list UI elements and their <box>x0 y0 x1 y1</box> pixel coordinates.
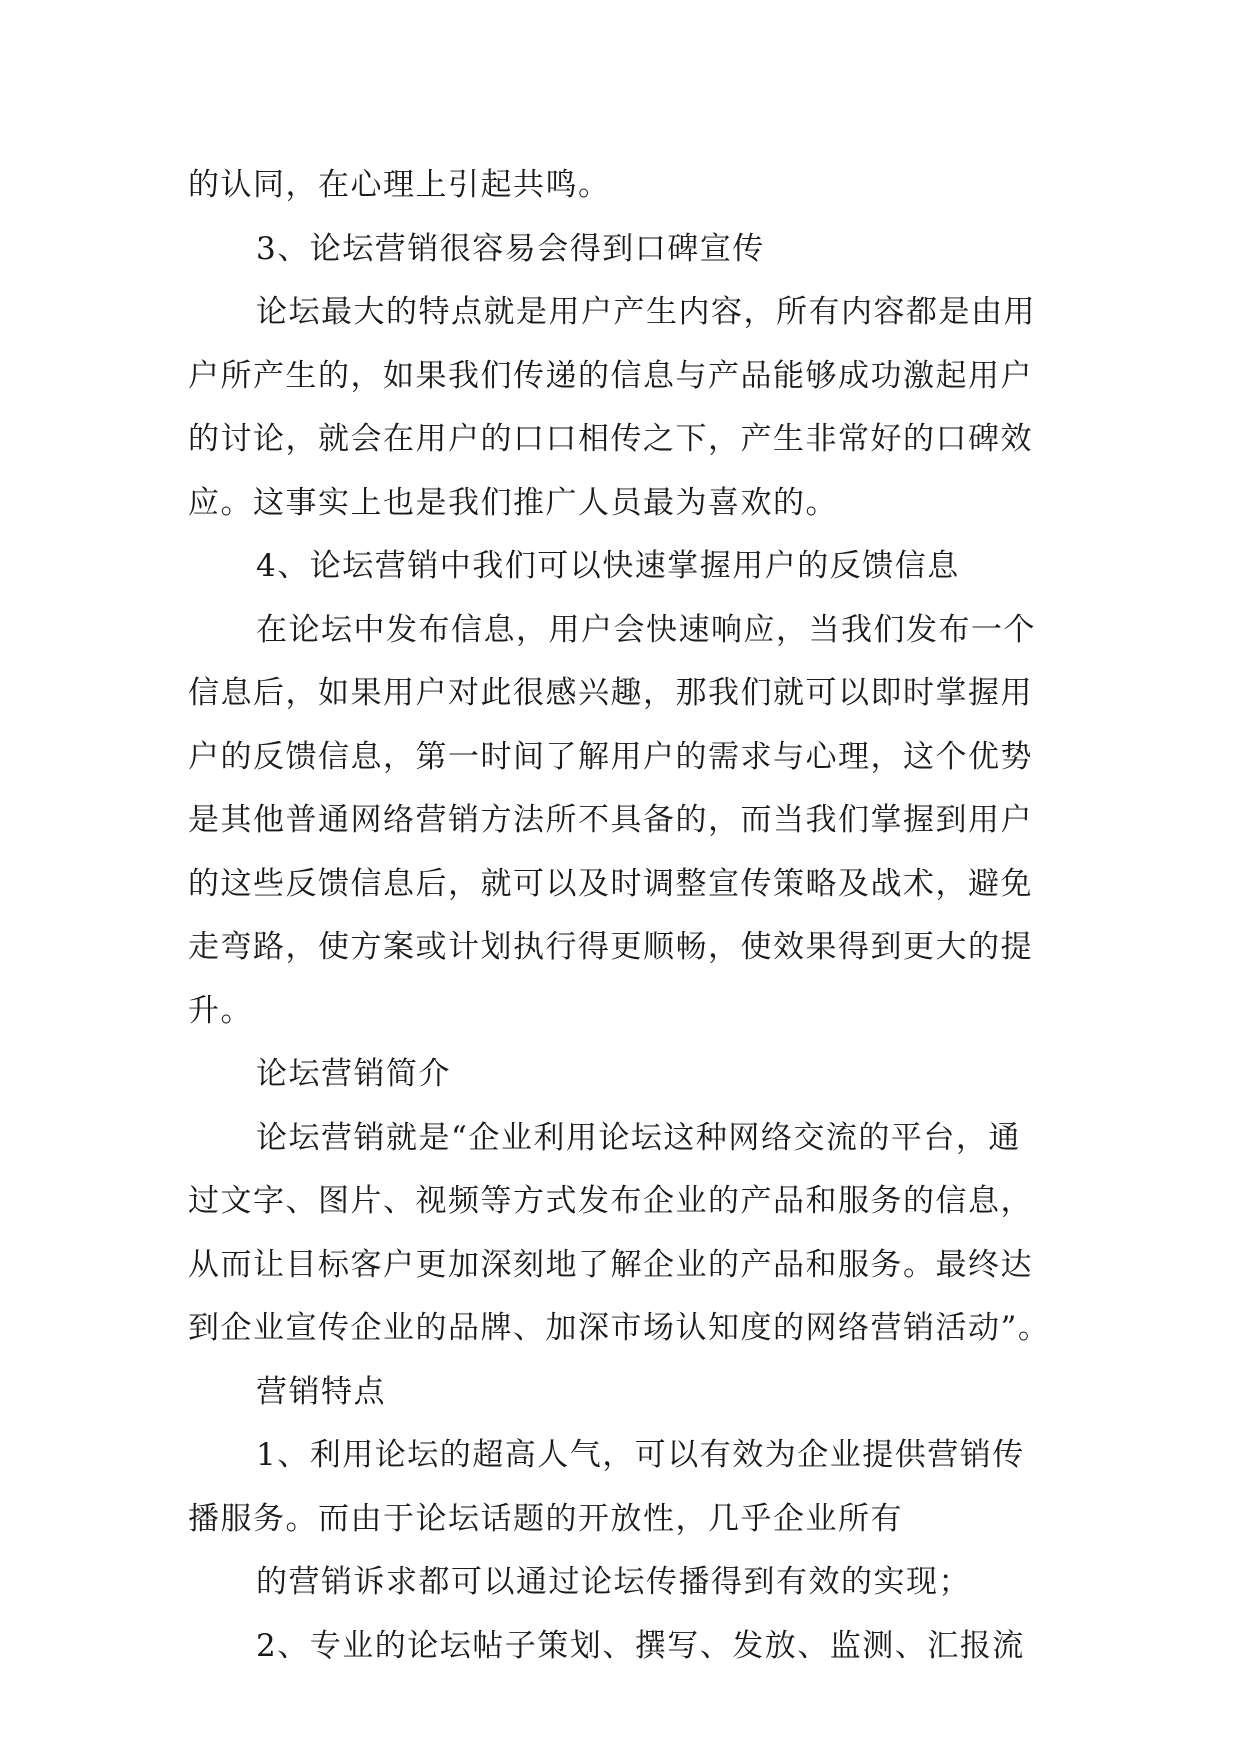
text-line: 4、论坛营销中我们可以快速掌握用户的反馈信息 <box>256 548 960 584</box>
text-line: 升。 <box>188 992 253 1029</box>
text-line: 应。这事实上也是我们推广人员最为喜欢的。 <box>188 484 838 521</box>
text-line: 论坛营销简介 <box>256 1056 451 1092</box>
text-line: 论坛最大的特点就是用户产生内容，所有内容都是由用 <box>256 294 1036 330</box>
text-line: 2、专业的论坛帖子策划、撰写、发放、监测、汇报流 <box>256 1627 1025 1664</box>
text-line: 的这些反馈信息后，就可以及时调整宣传策略及战术，避免 <box>188 865 1033 902</box>
text-line: 是其他普通网络营销方法所不具备的，而当我们掌握到用户 <box>188 802 1033 838</box>
text-line: 的讨论，就会在用户的口口相传之下，产生非常好的口碑效 <box>188 421 1033 457</box>
text-line: 信息后，如果用户对此很感兴趣，那我们就可以即时掌握用 <box>188 675 1033 711</box>
text-line: 播服务。而由于论坛话题的开放性，几乎企业所有 <box>188 1500 903 1537</box>
text-line: 在论坛中发布信息，用户会快速响应，当我们发布一个 <box>256 611 1036 648</box>
text-line: 走弯路，使方案或计划执行得更顺畅，使效果得到更大的提 <box>188 929 1033 965</box>
text-line: 从而让目标客户更加深刻地了解企业的产品和服务。最终达 <box>188 1246 1033 1283</box>
text-line: 的营销诉求都可以通过论坛传播得到有效的实现； <box>256 1564 971 1600</box>
text-line: 的认同，在心理上引起共鸣。 <box>188 167 611 203</box>
text-line: 论坛营销就是“企业利用论坛这种网络交流的平台，通 <box>256 1119 1021 1156</box>
text-line: 3、论坛营销很容易会得到口碑宣传 <box>256 230 765 267</box>
text-line: 到企业宣传企业的品牌、加深市场认知度的网络营销活动”。 <box>188 1310 1051 1346</box>
text-line: 1、利用论坛的超高人气，可以有效为企业提供营销传 <box>256 1437 1025 1473</box>
text-line: 营销特点 <box>256 1373 386 1410</box>
document-body <box>188 154 1068 1678</box>
text-line: 过文字、图片、视频等方式发布企业的产品和服务的信息， <box>188 1183 1033 1219</box>
text-line: 户所产生的，如果我们传递的信息与产品能够成功激起用户 <box>188 357 1033 394</box>
text-line: 户的反馈信息，第一时间了解用户的需求与心理，这个优势 <box>188 738 1033 775</box>
